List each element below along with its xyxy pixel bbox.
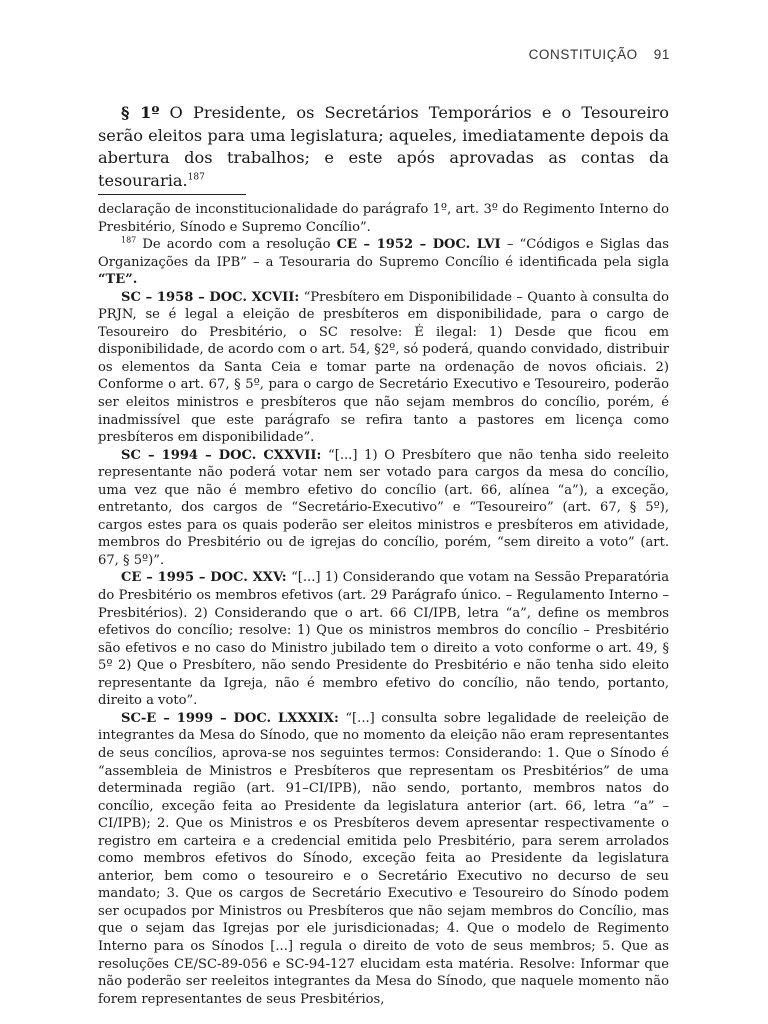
running-header: [529, 47, 670, 62]
resolution-sc-1994: SC – 1994 – DOC. CXXVII: “[...] 1) O Presbítero que não tenha sido reeleito representante não poderá votar nem ser votado para cargos da mesa do concílio, uma vez que não é membro efetivo do concílio (art. 66, alínea “a”), a exceção, entretanto, dos cargos de “Secretário-Executivo” e “Tesoureiro” (art. 67, § 5º), cargos estes para os quais poderão ser eleitos ministros e presbíteros em atividade, membros do Presbitério ou de igrejas do concílio, porém, “sem direito a voto” (art. 67, § 5º)”.: [98, 447, 669, 568]
resolution-ce-1995: CE – 1995 – DOC. XXV: “[...] 1) Considerando que votam na Sessão Preparatória do Presbitério os membros efetivos (art. 29 Parágrafo único. – Regulamento Interno – Presbitérios). 2) Considerando que o art. 66 CI/IPB, letra “a”, define os membros efetivos do concílio; resolve: 1) Que os ministros membros do concílio – Presbitério são efetivos e no caso do Ministro jubilado tem o direito a voto conforme o art. 49, § 5º 2) Que o Presbítero, não sendo Presidente do Presbitério e não tenha sido eleito representante da Igreja, não é membro efetivo do concílio, não tendo, portanto, direito a voto”.: [98, 570, 669, 709]
page-number: 91: [653, 47, 670, 62]
resolution-sce-1999: SC-E – 1999 – DOC. LXXXIX: “[...] consulta sobre legalidade de reeleição de integrantes da Mesa do Sínodo, que no momento da eleição não eram representantes de seus concílios, aprova-se nos seguintes termos: Considerando: 1. Que o Sínodo é “assembleia de Ministros e Presbíteros que representam os Presbitérios” de uma determinada região (art. 91–CI/IPB), não sendo, portanto, membros natos do concílio, exceção feita ao Presidente da legislatura anterior (art. 66, letra “a” – CI/IPB); 2. Que os Ministros e os Presbíteros devem apresentar respectivamente o registro em carteira e a credencial emitida pelo Presbitério, para serem arrolados como membros efetivos do Sínodo, exceção feita ao Presidente da legislatura anterior, bem como o tesoureiro e o Secretário Executivo no decurso de seu mandato; 3. Que os cargos de Secretário Executivo e Tesoureiro do Sínodo podem ser ocupados por Ministros ou Presbíteros que não sejam membros do Concílio, mas que o sejam das Igrejas por ele jurisdicionadas; 4. Que o modelo de Regimento Interno para os Sínodos [...] regula o direito de voto de seus membros; 5. Que as resoluções CE/SC-89-056 e SC-94-127 elucidam esta matéria. Resolve: Informar que não poderão ser reeleitos integrantes da Mesa do Sínodo, que naquele momento não forem representantes de seus Presbitérios,: [98, 710, 669, 1007]
sigla: “TE”.: [98, 272, 138, 288]
footnote-187: $^{187}$ De acordo com a resolução CE – 1952 – DOC. LVI – “Códigos e Siglas das Organizações da IPB” – a Tesouraria do Supremo Concílio é identificada pela sigla “TE”.: [98, 235, 669, 288]
resolution-ref: CE – 1995 – DOC. XXV:: [121, 570, 287, 586]
footnote-reference: 187: [187, 172, 205, 183]
footnotes: [98, 201, 669, 1008]
resolution-ref: SC – 1958 – DOC. XCVII:: [121, 289, 300, 305]
article-paragraph: [98, 102, 669, 192]
footnote-continuation: declaração de inconstitucionalidade do parágrafo 1º, art. 3º do Regimento Interno do Presbitério, Sínodo e Supremo Concílio”.: [98, 202, 669, 235]
footnote-number: 187: [121, 235, 137, 245]
paragraph-mark: § 1º: [121, 103, 160, 122]
resolution-ref: SC-E – 1999 – DOC. LXXXIX:: [121, 710, 339, 726]
paragraph-text: O Presidente, os Secretários Temporários e o Tesoureiro serão eleitos para uma legislatura; aqueles, imediatamente depois da abertura dos trabalhos; e este após aprovadas as contas da tesouraria.: [98, 103, 669, 190]
resolution-sc-1958: SC – 1958 – DOC. XCVII: “Presbítero em Disponibilidade – Quanto à consulta do PRJN, se é legal a eleição de presbíteros em disponibilidade, para o cargo de Tesoureiro do Presbitério, o SC resolve: É ilegal: 1) Desde que ficou em disponibilidade, de acordo com o art. 54, §2º, só poderá, quando convidado, distribuir os elementos da Santa Ceia e tomar parte na ordenação de novos oficiais. 2) Conforme o art. 67, § 5º, para o cargo de Secretário Executivo e Tesoureiro, poderão ser eleitos ministros e presbíteros que não sejam membros do concílio, porém, é inadmissível que este parágrafo se refira tanto a pastores em licença como presbíteros em disponibilidade”.: [98, 289, 669, 446]
section-title: CONSTITUIÇÃO: [528, 47, 638, 62]
resolution-ref: SC – 1994 – DOC. CXXVII:: [121, 447, 322, 463]
footnote-separator: [98, 194, 246, 195]
resolution-ref: CE – 1952 – DOC. LVI: [336, 237, 501, 253]
